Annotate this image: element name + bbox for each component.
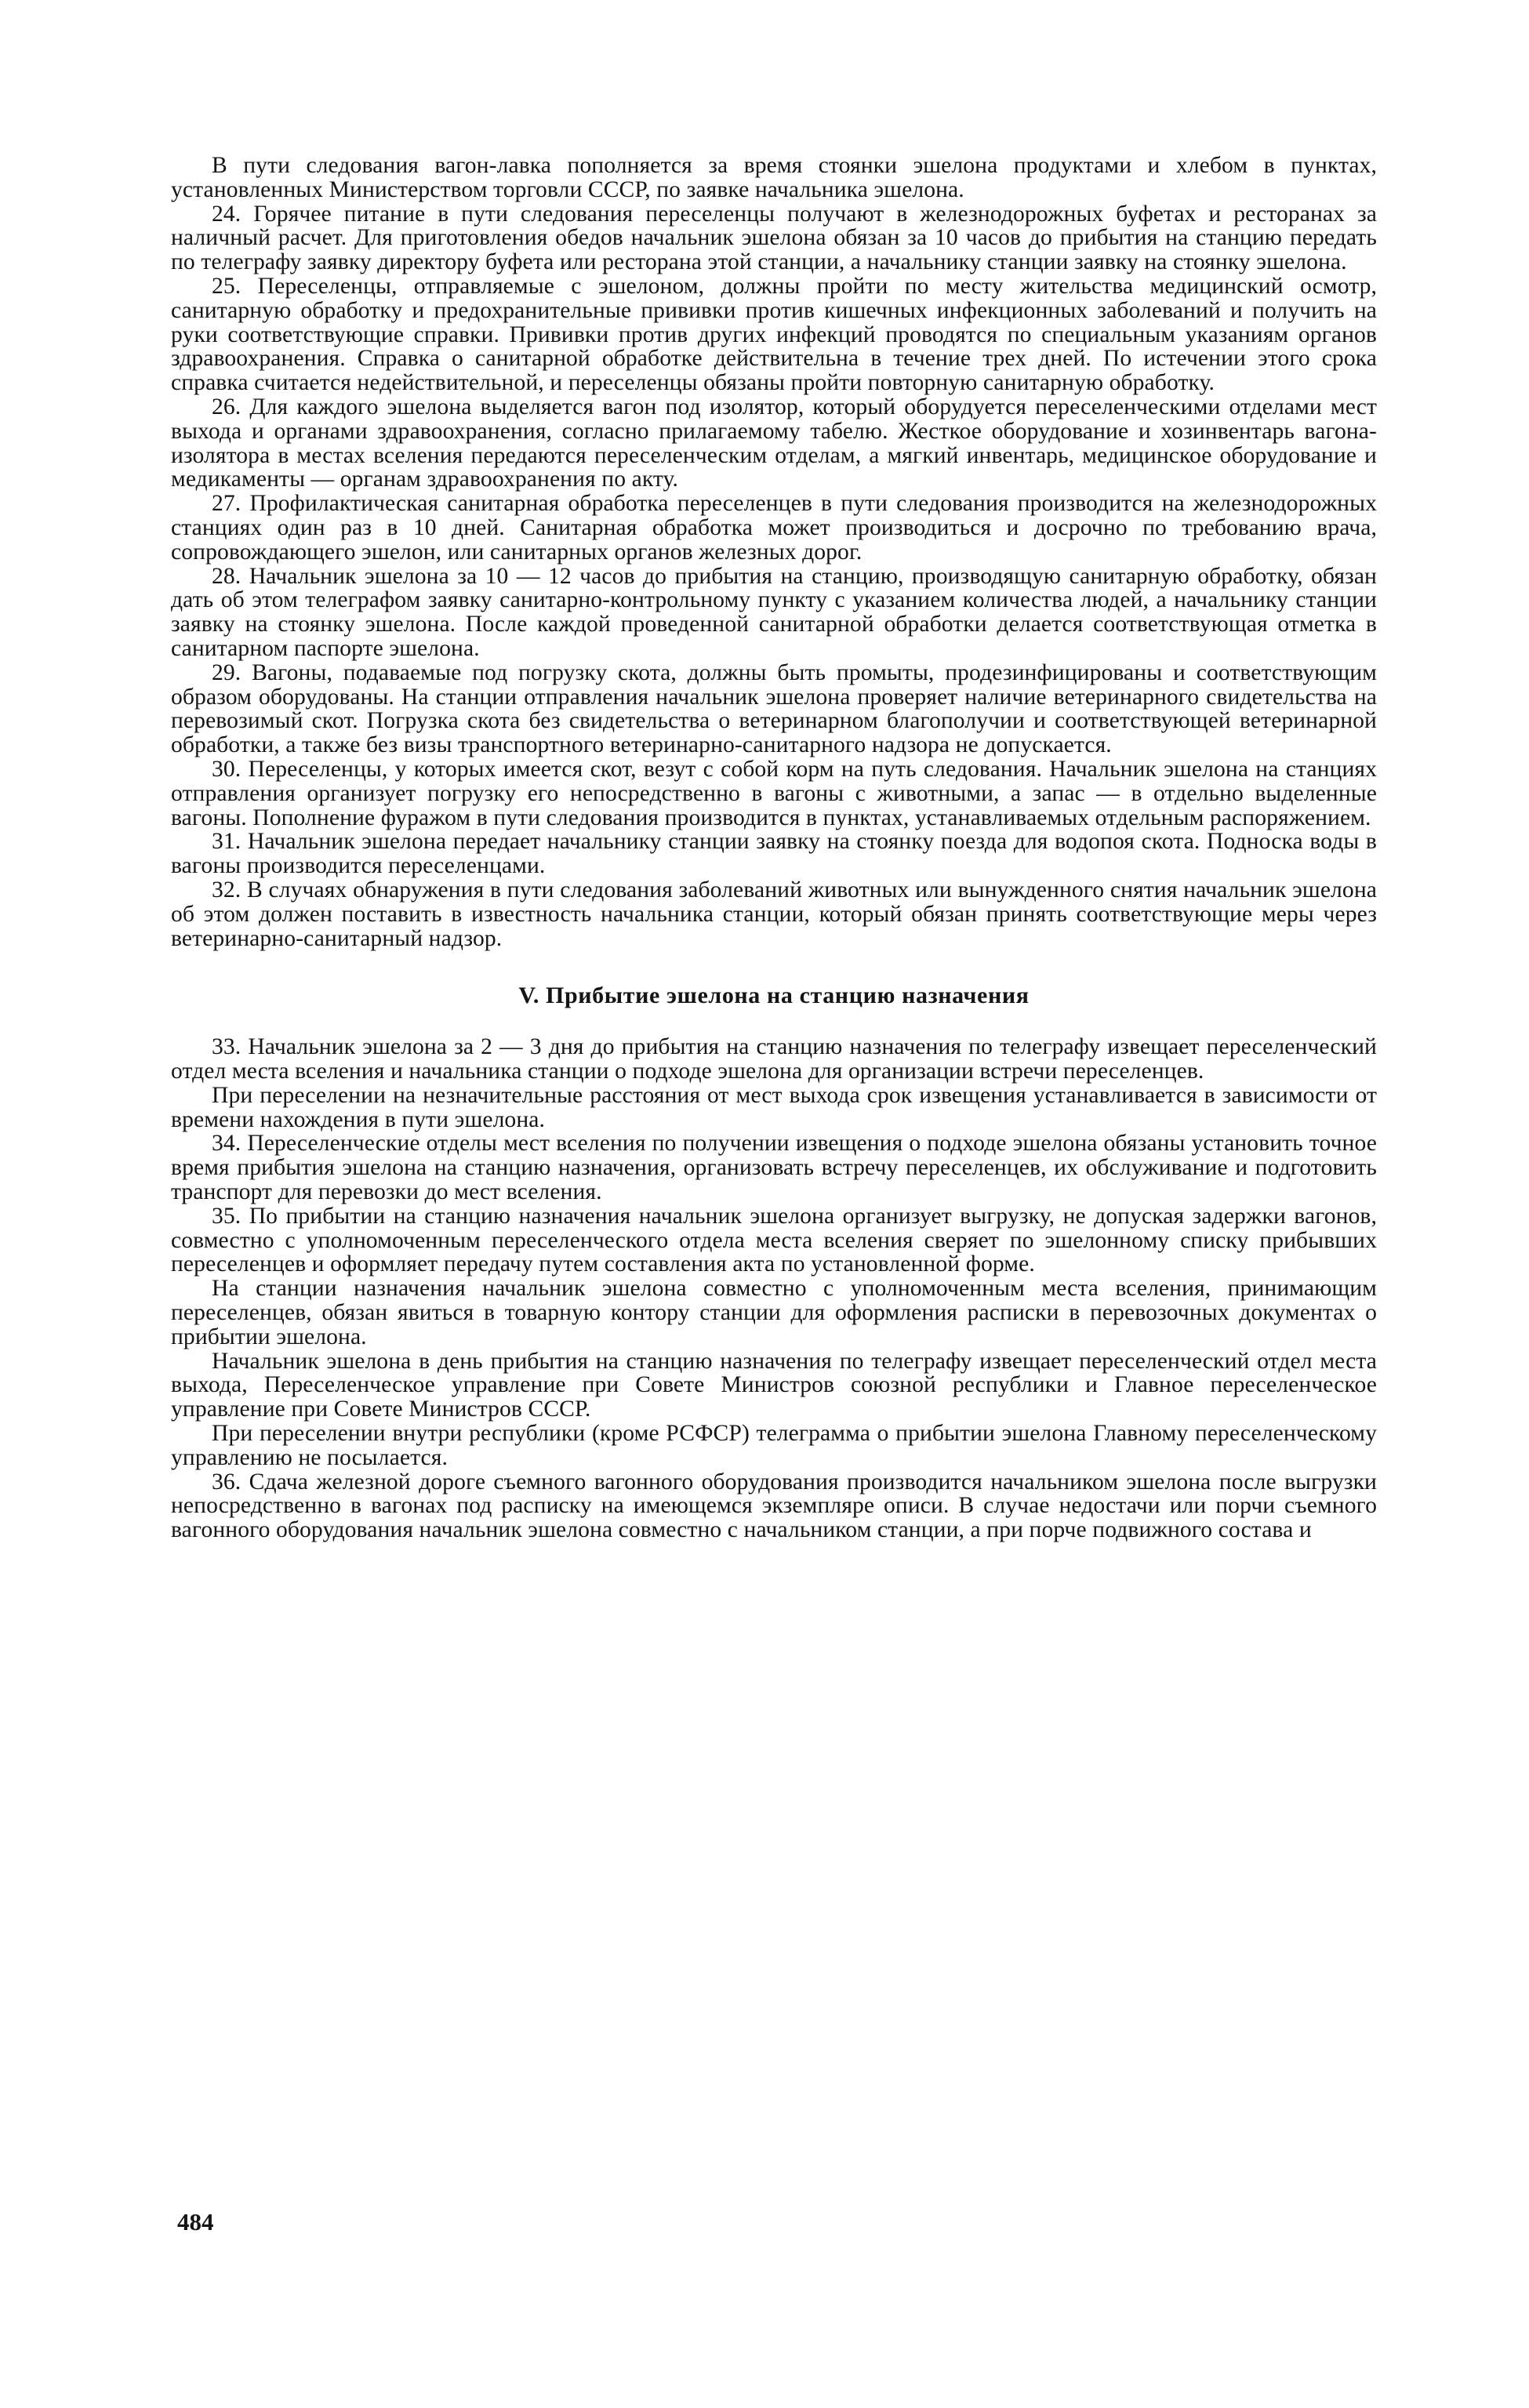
paragraphs-before [171,154,1377,950]
paragraph-30: 30. Переселенцы, у которых имеется скот, везут с собой корм на путь следования. Начальник эшелона на станциях отправления организует погрузку его непосредственно в вагоны с животными, а запас — в отдельно выделенные вагоны. Пополнение фуражом в пути следования производится в пунктах, устанавливаемых отдельным распоряжением. [171,756,1377,830]
paragraph: Начальник эшелона в день прибытия на станцию назначения по телеграфу извещает переселенческий отдел места выхода, Переселенческое управление при Совете Министров союзной республики и Главное переселенческое управление при Совете Министров СССР. [171,1348,1377,1422]
paragraphs-after [171,1035,1377,1542]
paragraph-25: 25. Переселенцы, отправляемые с эшелоном, должны пройти по месту жительства медицинский осмотр, санитарную обработку и предохранительные прививки против кишечных инфекционных заболеваний и получить на руки соответствующие справки. Прививки против других инфекций проводятся по специальным указаниям органов здравоохранения. Справка о санитарной обработке действительна в течение трех дней. По истечении этого срока справка считается недействительной, и переселенцы обязаны пройти повторную санитарную обработку. [171,273,1377,396]
paragraph: При переселении на незначительные расстояния от мест выхода срок извещения устанавливается в зависимости от времени нахождения в пути эшелона. [171,1082,1377,1132]
paragraph-26: 26. Для каждого эшелона выделяется вагон под изолятор, который оборудуется переселенческими отделами мест выхода и органами здравоохранения, согласно прилагаемому табелю. Жесткое оборудование и хозинвентарь вагона-изолятора в местах вселения передаются переселенческим отделам, а мягкий инвентарь, медицинское оборудование и медикаменты — органам здравоохранения по акту. [171,394,1377,492]
paragraph-36: 36. Сдача железной дороге съемного вагонного оборудования производится начальником эшелона после выгрузки непосредственно в вагонах под расписку на имеющемся экземпляре описи. В случае недостачи или порчи съемного вагонного оборудования начальник эшелона совместно с начальником станции, а при порче подвижного состава и [171,1469,1377,1543]
paragraph-31: 31. Начальник эшелона передает начальнику станции заявку на стоянку поезда для водопоя скота. Подноска воды в вагоны производится переселенцами. [171,829,1377,879]
paragraph-33: 33. Начальник эшелона за 2 — 3 дня до прибытия на станцию назначения по телеграфу извещает переселенческий отдел места вселения и начальника станции о подходе эшелона для организации встречи переселенцев. [171,1034,1377,1084]
section-title: V. Прибытие эшелона на станцию назначения [518,982,1030,1009]
paragraph-29: 29. Вагоны, подаваемые под погрузку скота, должны быть промыты, продезинфицированы и соответствующим образом оборудованы. На станции отправления начальник эшелона проверяет наличие ветеринарного свидетельства на перевозимый скот. Погрузка скота без свидетельства о ветеринарном благополучии и соответствующей ветеринарной обработки, а также без визы транспортного ветеринарно-санитарного надзора не допускается. [171,659,1377,758]
paragraph: На станции назначения начальник эшелона совместно с уполномоченным места вселения, принимающим переселенцев, обязан явиться в товарную контору станции для оформления расписки в перевозочных документах о прибытии эшелона. [171,1276,1377,1349]
paragraph-34: 34. Переселенческие отделы мест вселения по получении извещения о подходе эшелона обязаны установить точное время прибытия эшелона на станцию назначения, организовать встречу переселенцев, их обслуживание и подготовить транспорт для перевозки до мест вселения. [171,1131,1377,1205]
paragraph-35: 35. По прибытии на станцию назначения начальник эшелона организует выгрузку, не допуская задержки вагонов, совместно с уполномоченным переселенческого отдела места вселения сверяет по эшелонному списку прибывших переселенцев и оформляет передачу путем составления акта по установленной форме. [171,1203,1377,1277]
page-number: 484 [177,2208,214,2235]
paragraph-28: 28. Начальник эшелона за 10 — 12 часов до прибытия на станцию, производящую санитарную обработку, обязан дать об этом телеграфом заявку санитарно-контрольному пункту с указанием количества людей, а начальнику станции заявку на стоянку эшелона. После каждой проведенной санитарной обработки делается соответствующая отметка в санитарном паспорте эшелона. [171,563,1377,661]
paragraph: При переселении внутри республики (кроме РСФСР) телеграмма о прибытии эшелона Главному переселенческому управлению не посылается. [171,1421,1377,1470]
paragraph-27: 27. Профилактическая санитарная обработка переселенцев в пути следования производится на железнодорожных станциях один раз в 10 дней. Санитарная обработка может производиться и досрочно по требованию врача, сопровождающего эшелон, или санитарных органов железных дорог. [171,491,1377,565]
paragraph-32: 32. В случаях обнаружения в пути следования заболеваний животных или вынужденного снятия начальник эшелона об этом должен поставить в известность начальника станции, который обязан принять соответствующие меры через ветеринарно-санитарный надзор. [171,877,1377,951]
document-page [171,154,1377,1542]
paragraph: В пути следования вагон-лавка пополняется за время стоянки эшелона продуктами и хлебом в пунктах, установленных Министерством торговли СССР, по заявке начальника эшелона. [171,153,1377,202]
paragraph-24: 24. Горячее питание в пути следования переселенцы получают в железнодорожных буфетах и ресторанах за наличный расчет. Для приготовления обедов начальник эшелона обязан за 10 часов до прибытия на станцию передать по телеграфу заявку директору буфета или ресторана этой станции, а начальнику станции заявку на стоянку эшелона. [171,201,1377,275]
